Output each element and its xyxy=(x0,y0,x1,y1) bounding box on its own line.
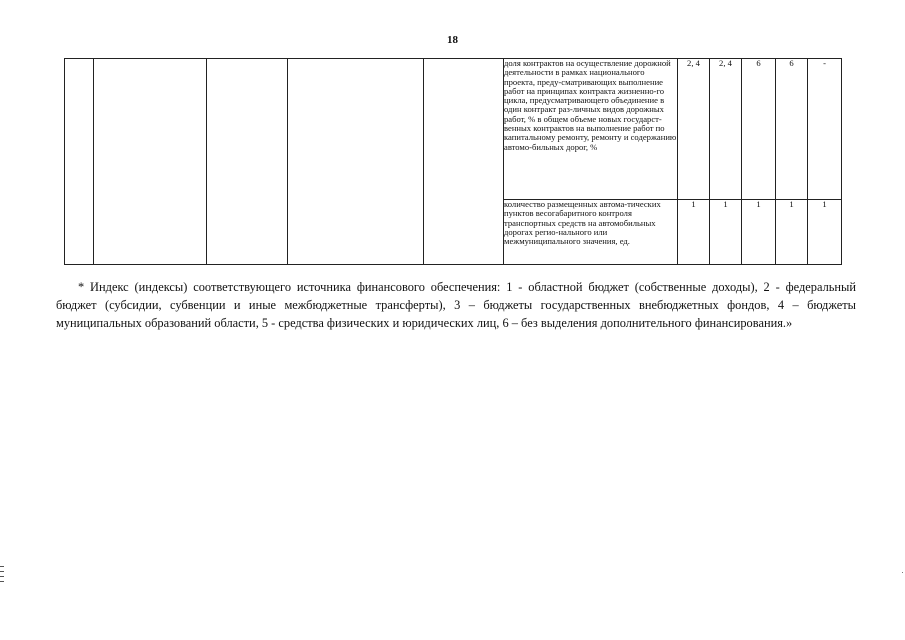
scan-artifact xyxy=(902,572,903,573)
indicators-table xyxy=(64,58,842,265)
indicator-value: 1 xyxy=(710,200,742,265)
indicator-value: 1 xyxy=(776,200,808,265)
indicator-value: 6 xyxy=(742,59,776,200)
empty-cell xyxy=(207,59,288,265)
indicator-value: - xyxy=(808,59,842,200)
page-number: 18 xyxy=(447,34,458,46)
footnote: * Индекс (индексы) соответствующего источника финансового обеспечения: 1 - областной бюджет (собственные доходы), 2 - федеральный бюджет (субсидии, субвенции и иные межбюджетные трансферты), 3 – бюджеты государственных внебюджетных фондов, 4 – бюджеты муниципальных образований области, 5 - средства физических и юридических лиц, 6 – без выделения дополнительного финансирования.» xyxy=(56,280,856,330)
indicator-value: 2, 4 xyxy=(678,59,710,200)
indicator-value: 1 xyxy=(678,200,710,265)
scan-margin-marks xyxy=(0,566,5,586)
empty-cell xyxy=(94,59,207,265)
table-row xyxy=(65,59,842,200)
empty-cell xyxy=(424,59,504,265)
indicator-value: 1 xyxy=(742,200,776,265)
empty-cell xyxy=(288,59,424,265)
empty-cell xyxy=(65,59,94,265)
indicator-description: количество размещенных автома-тических пунктов весогабаритного контроля транспортных средств на автомобильных дорогах регио-нального или межмуниципального значения, ед. xyxy=(504,200,678,265)
indicator-value: 1 xyxy=(808,200,842,265)
indicator-value: 2, 4 xyxy=(710,59,742,200)
indicator-description: доля контрактов на осуществление дорожной деятельности в рамках национального проекта, преду-сматривающих выполнение работ на принципах контракта жизненно-го цикла, предусматривающего объединение в один контракт раз-личных видов дорожных работ, % в общем объеме новых государст-венных контрактов на выполнение работ по капитальному ремонту, ремонту и содержанию автомо-бильных дорог, % xyxy=(504,59,678,200)
indicator-value: 6 xyxy=(776,59,808,200)
